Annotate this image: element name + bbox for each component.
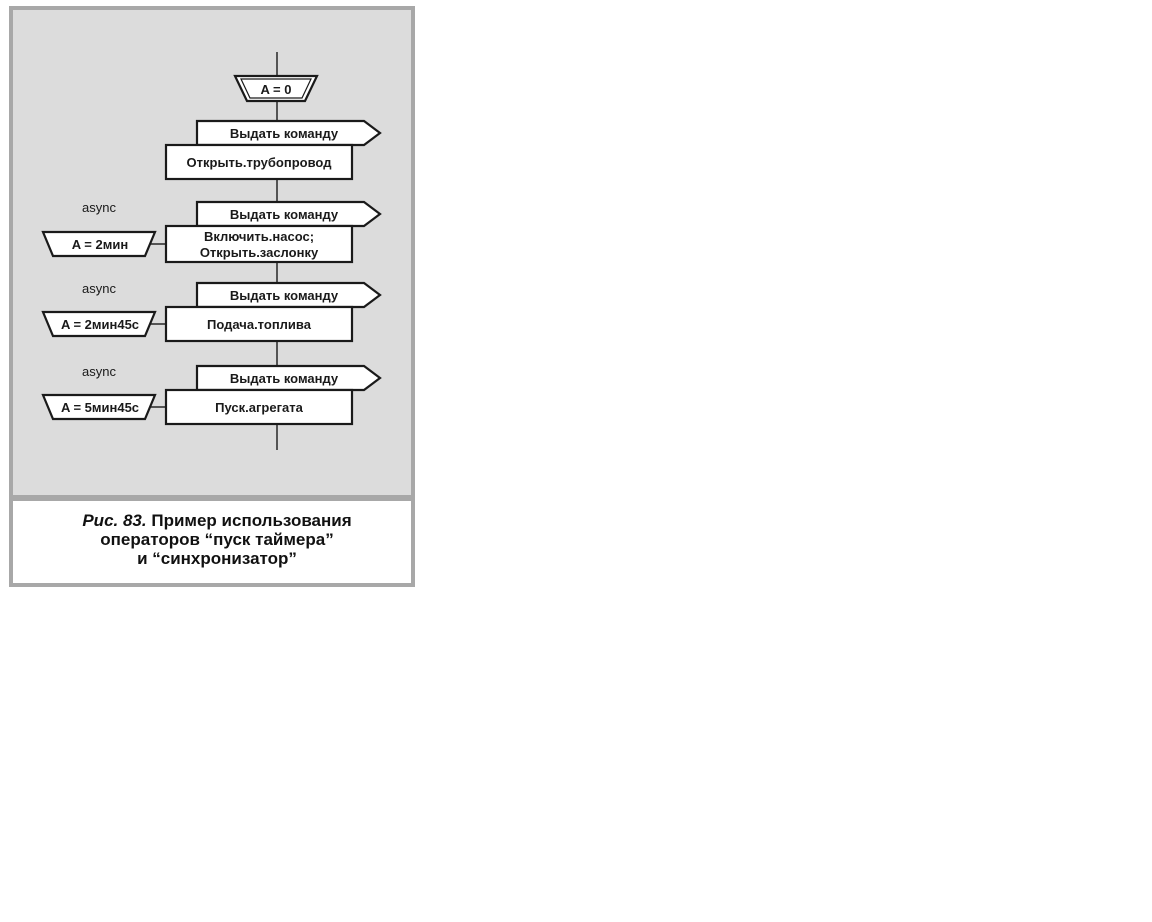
async-label: async <box>82 200 116 215</box>
caption-line-3: и “синхронизатор” <box>137 549 297 568</box>
flowchart-diagram <box>9 6 415 588</box>
command-label: Выдать команду <box>229 207 339 222</box>
async-label: async <box>82 364 116 379</box>
synchronizer-label: A = 5мин45с <box>60 400 140 415</box>
start-timer-label: A = 0 <box>260 82 292 97</box>
action-label: Пуск.агрегата <box>215 400 303 415</box>
async-label: async <box>82 281 116 296</box>
caption-figure-ref: Рис. 83. <box>82 511 147 530</box>
synchronizer-label: A = 2мин <box>71 237 129 252</box>
synchronizer-label: A = 2мин45с <box>60 317 140 332</box>
command-label: Выдать команду <box>229 288 339 303</box>
figure-caption <box>27 511 407 568</box>
caption-line-1: Пример использования <box>151 511 352 530</box>
command-label: Выдать команду <box>229 371 339 386</box>
action-label: Включить.насос; <box>203 229 315 244</box>
action-label: Открыть.трубопровод <box>186 155 332 170</box>
figure <box>9 6 415 588</box>
command-label: Выдать команду <box>229 126 339 141</box>
caption-line-2: операторов “пуск таймера” <box>100 530 334 549</box>
action-label: Открыть.заслонку <box>199 245 319 260</box>
action-label: Подача.топлива <box>207 317 311 332</box>
